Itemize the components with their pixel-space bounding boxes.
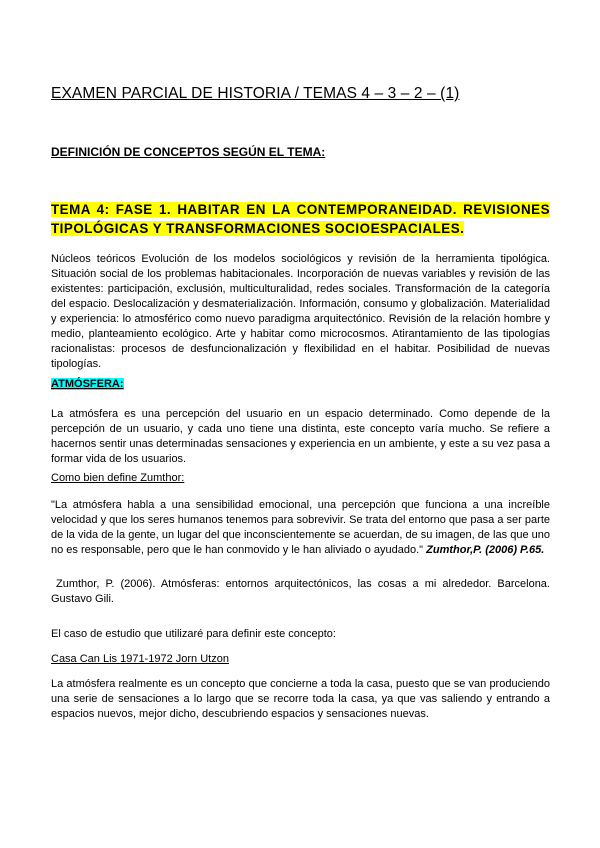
quote-text: "La atmósfera habla a una sensibilidad emocional, una percepción que funciona a una increíble velocidad y que los seres humanos tenemos para sobrevivir. Se trata del entorno que pasa a ser parte de la vida de la gente, un lugar del que inconscientemente se acuerdan, de su imagen, de las que uno no es responsable, pero que le han conmovido y le han aliviado o ayudado." — [51, 499, 550, 556]
quote-intro: Como bien define Zumthor: — [51, 472, 185, 484]
document-title: EXAMEN PARCIAL DE HISTORIA / TEMAS 4 – 3 – 2 – (1) — [51, 85, 460, 102]
quote-block — [51, 498, 550, 558]
section-subtitle: DEFINICIÓN DE CONCEPTOS SEGÚN EL TEMA: — [51, 145, 326, 159]
case-study-title: Casa Can Lis 1971-1972 Jorn Utzon — [51, 653, 229, 665]
bibliographic-reference: Zumthor, P. (2006). Atmósferas: entornos arquitectónicos, las cosas a mi alrededor. Barcelona. Gustavo Gili. — [51, 578, 550, 605]
quote-citation: Zumthor,P. (2006) P.65. — [426, 544, 545, 556]
concept-heading-text: ATMÓSFERA: — [51, 378, 124, 390]
concept-heading — [51, 378, 124, 390]
case-description: La atmósfera realmente es un concepto que concierne a toda la casa, puesto que se van produciendo una serie de sensaciones a lo largo que se recorre toda la casa, ya que vas saliendo y entrando a espacios nuevos, mejor dicho, descubriendo espacios y sensaciones nuevas. — [51, 678, 550, 720]
topic-summary: Núcleos teóricos Evolución de los modelos sociológicos y revisión de la herramienta tipológica. Situación social de los problemas habitacionales. Incorporación de nuevas variables y revisión de las existentes: participación, exclusión, multiculturalidad, redes sociales. Transformación de la categoría del espacio. Deslocalización y desmaterialización. Información, consumo y globalización. Materialidad y experiencia: lo atmosférico como nuevo paradigma arquitectónico. Revisión de la relación hombre y medio, planteamiento ecológico. Arte y habitar como microcosmos. Atirantamiento de las tipologías racionalistas: procesos de desfuncionalización y flexibilidad en el habitar. Posibilidad de nuevas tipologías. — [51, 253, 550, 370]
topic-heading-text: TEMA 4: FASE 1. HABITAR EN LA CONTEMPORANEIDAD. REVISIONES TIPOLÓGICAS Y TRANSFORMACIONES SOCIOESPACIALES. — [51, 202, 550, 236]
concept-definition: La atmósfera es una percepción del usuario en un espacio determinado. Como depende de la percepción de un usuario, y cada uno tiene una distinta, este concepto varía mucho. Se refiere a hacernos sentir unas determinadas sensaciones y experiencia en un ambiente, y este a su vez pasa a formar vida de los usuarios. — [51, 408, 550, 465]
topic-heading — [51, 200, 550, 238]
case-intro: El caso de estudio que utilizaré para definir este concepto: — [51, 628, 336, 640]
